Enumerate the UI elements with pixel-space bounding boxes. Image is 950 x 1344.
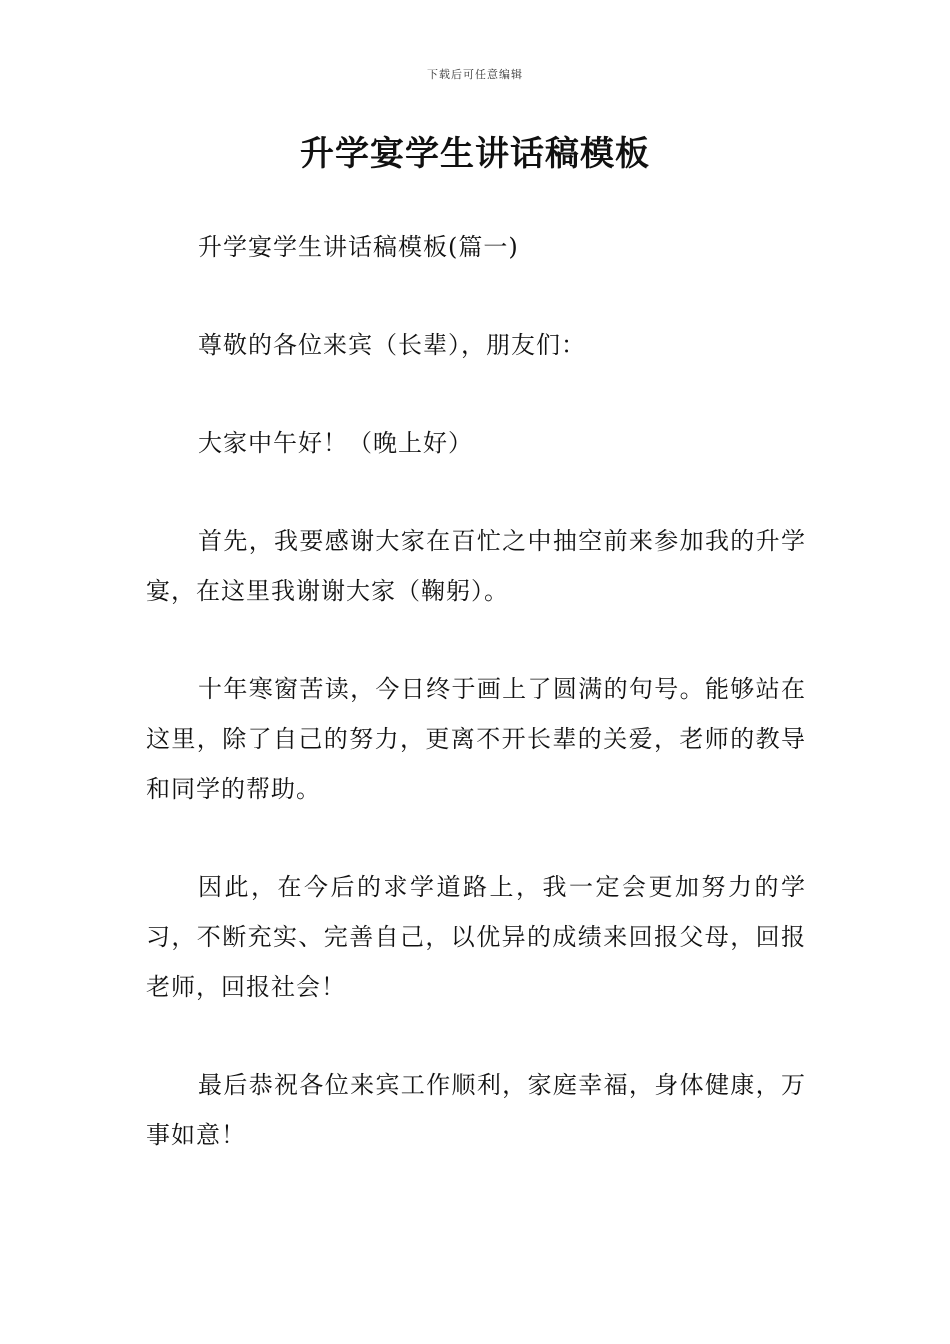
greeting-paragraph: 大家中午好！（晚上好） <box>198 429 473 457</box>
closing-paragraph: 最后恭祝各位来宾工作顺利，家庭幸福，身体健康，万事如意！ <box>146 1071 806 1149</box>
section-heading: 升学宴学生讲话稿模板(篇一) <box>198 233 519 261</box>
commitment-paragraph: 因此，在今后的求学道路上，我一定会更加努力的学习，不断充实、完善自己，以优异的成绩来回报父母，回报老师，回报社会！ <box>146 873 806 1001</box>
header-note: 下载后可任意编辑 <box>427 68 523 81</box>
document-title: 升学宴学生讲话稿模板 <box>300 134 650 174</box>
document-body <box>146 222 806 1208</box>
salutation-paragraph: 尊敬的各位来宾（长辈），朋友们： <box>198 331 586 359</box>
thanks-paragraph: 首先，我要感谢大家在百忙之中抽空前来参加我的升学宴，在这里我谢谢大家（鞠躬）。 <box>146 527 806 605</box>
gratitude-paragraph: 十年寒窗苦读，今日终于画上了圆满的句号。能够站在这里，除了自己的努力，更离不开长辈的关爱，老师的教导和同学的帮助。 <box>146 675 806 803</box>
